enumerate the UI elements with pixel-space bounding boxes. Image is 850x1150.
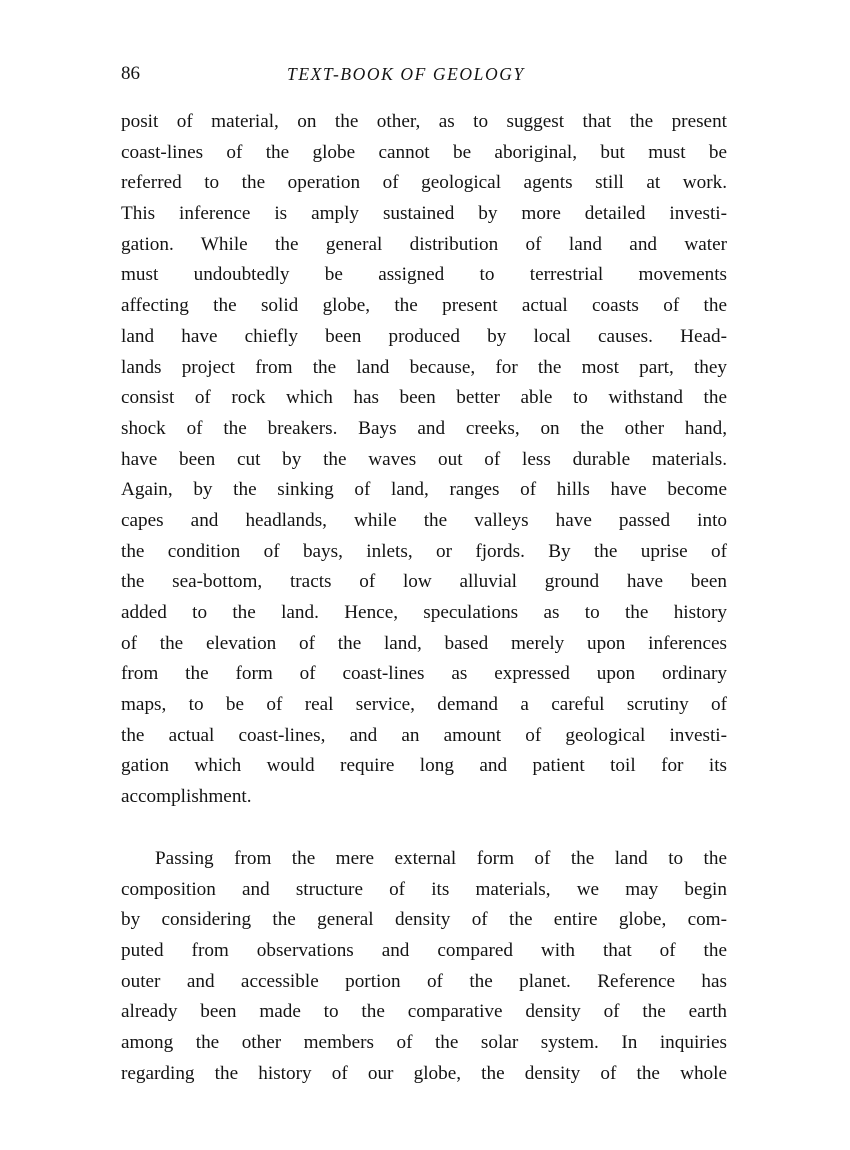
text-line: affecting the solid globe, the present actual coasts of the [121,295,727,317]
text-line: among the other members of the solar system. In inquiries [121,1032,727,1054]
paragraph-density [121,844,727,1090]
text-line: the condition of bays, inlets, or fjords. By the uprise of [121,540,727,562]
text-line: regarding the history of our globe, the density of the whole [121,1062,727,1084]
text-line: the actual coast-lines, and an amount of geological investi- [121,724,727,746]
text-line: the sea-bottom, tracts of low alluvial ground have been [121,571,727,593]
text-line: already been made to the comparative density of the earth [121,1001,727,1023]
text-line: have been cut by the waves out of less durable materials. [121,448,727,470]
text-line: composition and structure of its materials, we may begin [121,878,727,900]
text-line: coast-lines of the globe cannot be aboriginal, but must be [121,141,727,163]
text-line: land have chiefly been produced by local causes. Head- [121,325,727,347]
page-number: 86 [121,63,140,84]
text-line: puted from observations and compared with that of the [121,940,727,962]
paragraph-coast-lines [121,107,727,813]
text-line: shock of the breakers. Bays and creeks, on the other hand, [121,417,727,439]
running-title: TEXT-BOOK OF GEOLOGY [287,64,525,84]
text-line: maps, to be of real service, demand a careful scrutiny of [121,694,727,716]
text-line: lands project from the land because, for the most part, they [121,356,727,378]
text-line: Again, by the sinking of land, ranges of hills have become [121,479,727,501]
text-line: must undoubtedly be assigned to terrestrial movements [121,264,727,286]
text-line: by considering the general density of the entire globe, com- [121,909,727,931]
text-line: gation. While the general distribution of land and water [121,233,727,255]
running-head [121,61,727,87]
text-line: outer and accessible portion of the planet. Reference has [121,970,727,992]
text-line: accomplishment. [121,786,252,808]
text-line: gation which would require long and patient toil for its [121,755,727,777]
text-line: of the elevation of the land, based merely upon inferences [121,632,727,654]
text-line: from the form of coast-lines as expressed upon ordinary [121,663,727,685]
text-line: consist of rock which has been better able to withstand the [121,387,727,409]
text-line: added to the land. Hence, speculations as to the history [121,602,727,623]
text-line: This inference is amply sustained by more detailed investi- [121,203,727,225]
text-line: referred to the operation of geological agents still at work. [121,172,727,194]
text-line: posit of material, on the other, as to suggest that the present [121,111,727,132]
text-line: capes and headlands, while the valleys have passed into [121,509,727,531]
text-line: Passing from the mere external form of the land to the [155,848,727,869]
